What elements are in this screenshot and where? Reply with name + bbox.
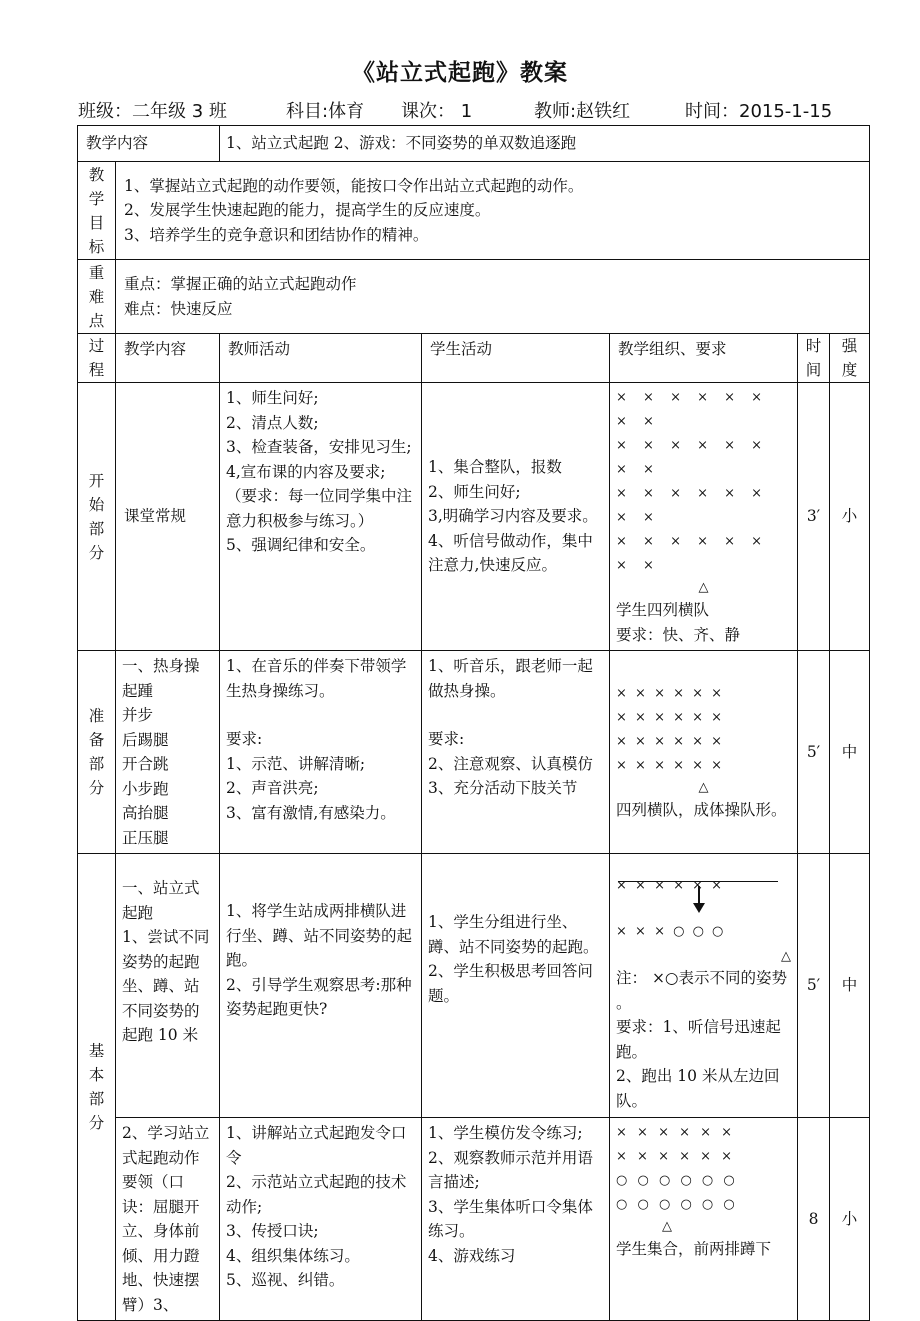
formation-row: × × × × × × (616, 1149, 736, 1164)
key-point-line: 难点：快速反应 (124, 299, 233, 318)
teacher-triangle: △ (662, 1219, 673, 1234)
start-teacher: 1、师生问好; 2、清点人数; 3、检查装备，安排见习生; 4,宣布课的内容及要求;（要求：每一位同学集中注意力积极参与练习。） 5、强调纪律和安全。 (220, 383, 422, 651)
header-row (78, 334, 870, 383)
teacher-triangle: △ (781, 949, 792, 964)
content-label: 教学内容 (78, 126, 220, 162)
formation-row: × × × × × × (616, 878, 725, 893)
start-phase: 开 始 部 分 (78, 383, 116, 651)
formation-row: × × × ○ ○ ○ (616, 924, 726, 939)
header-time: 时 间 (798, 334, 830, 383)
subject-label: 科目:体育 (286, 101, 365, 122)
basic2-student: 1、学生模仿发令练习; 2、观察教师示范并用语言描述; 3、学生集体听口令集体练习。 4、游戏练习 (422, 1118, 610, 1321)
goals-label: 教 学 目 标 (78, 162, 116, 260)
prep-row (78, 651, 870, 854)
formation-row: × × × × × × (616, 685, 725, 701)
basic2-content: 2、学习站立式起跑动作要领（口诀：屈腿开立、身体前倾、用力蹬地、快速摆臂）3、 (116, 1118, 220, 1321)
basic1-content: 一、站立式起跑 1、尝试不同姿势的起跑 坐、蹲、站不同姿势的起跑 10 米 (116, 854, 220, 1118)
start-time: 3′ (798, 383, 830, 651)
start-row (78, 383, 870, 651)
lesson-plan-table (77, 125, 870, 1321)
basic1-student: 1、学生分组进行坐、蹲、站不同姿势的起跑。 2、学生积极思考回答问题。 (422, 854, 610, 1118)
content-text: 1、站立式起跑 2、游戏：不同姿势的单双数追逐跑 (220, 126, 870, 162)
formation-row: × × × × × × × × (616, 438, 769, 477)
header-content: 教学内容 (116, 334, 220, 383)
formation-row: × × × × × × (616, 733, 725, 749)
prep-org: × × × × × × × × × × × × × × × × × × × × × × × × △ 四列横队，成体操队形。 (610, 651, 798, 854)
basic-phase: 基 本 部 分 (78, 854, 116, 1321)
key-point-line: 重点：掌握正确的站立式起跑动作 (124, 275, 357, 293)
header-student: 学生活动 (422, 334, 610, 383)
basic2-time: 8 (798, 1118, 830, 1321)
start-content: 课堂常规 (116, 383, 220, 651)
teacher-triangle: △ (698, 580, 709, 595)
teacher-triangle: △ (698, 779, 709, 795)
start-intensity: 小 (830, 383, 870, 651)
header-org: 教学组织、要求 (610, 334, 798, 383)
content-row (78, 126, 870, 162)
basic-row-2 (78, 1118, 870, 1321)
key-points-row (78, 260, 870, 334)
goal-line: 1、掌握站立式起跑的动作要领，能按口令作出站立式起跑的动作。 (124, 176, 584, 195)
formation-row: × × × × × × (616, 709, 725, 725)
date-label: 时间：2015-1-15 (685, 101, 833, 122)
key-points-text (116, 260, 870, 334)
key-points-label: 重 难 点 (78, 260, 116, 334)
basic2-org: × × × × × × × × × × × × ○ ○ ○ ○ ○ ○ ○ ○ ○ ○ ○ ○ △ 学生集合，前两排蹲下 (610, 1118, 798, 1321)
class-label: 班级：二年级 3 班 (78, 101, 227, 122)
prep-teacher: 1、在音乐的伴奏下带领学生热身操练习。 要求: 1、示范、讲解清晰; 2、声音洪亮; 3、富有激情,有感染力。 (220, 651, 422, 854)
header-teacher: 教师活动 (220, 334, 422, 383)
formation-row: × × × × × × (616, 1125, 736, 1140)
teacher-label: 教师:赵铁红 (534, 101, 631, 122)
goal-line: 2、发展学生快速起跑的能力，提高学生的反应速度。 (124, 201, 491, 220)
lesson-label: 课次： 1 (401, 101, 473, 122)
start-line (618, 881, 778, 882)
basic1-intensity: 中 (830, 854, 870, 1118)
formation-row: × × × × × × × × (616, 486, 769, 525)
goals-text (116, 162, 870, 260)
basic2-intensity: 小 (830, 1118, 870, 1321)
prep-phase: 准 备 部 分 (78, 651, 116, 854)
prep-student: 1、听音乐，跟老师一起做热身操。 要求: 2、注意观察、认真模仿 3、充分活动下肢关节 (422, 651, 610, 854)
prep-content: 一、热身操 起踵 并步 后踢腿 开合跳 小步跑 高抬腿 正压腿 (116, 651, 220, 854)
formation-row: × × × × × × (616, 757, 725, 773)
basic1-teacher: 1、将学生站成两排横队进行坐、蹲、站不同姿势的起跑。 2、引导学生观察思考:那种姿势起跑更快? (220, 854, 422, 1118)
start-org: × × × × × × × × × × × × × × × × × × × × × × × × × × × × × × × × △ 学生四列横队 要求：快、齐、静 (610, 383, 798, 651)
run-direction-arrowhead (693, 903, 705, 913)
formation-row: ○ ○ ○ ○ ○ ○ (616, 1173, 738, 1188)
goal-line: 3、培养学生的竞争意识和团结协作的精神。 (124, 225, 429, 244)
prep-time: 5′ (798, 651, 830, 854)
formation-row: × × × × × × × × (616, 534, 769, 573)
goals-row (78, 162, 870, 260)
basic-row-1 (78, 854, 870, 1118)
formation-row: ○ ○ ○ ○ ○ ○ (616, 1197, 738, 1212)
header-process: 过 程 (78, 334, 116, 383)
basic2-teacher: 1、讲解站立式起跑发令口令 2、示范站立式起跑的技术动作; 3、传授口诀; 4、组织集体练习。 5、巡视、纠错。 (220, 1118, 422, 1321)
page-title: 《站立式起跑》教案 (352, 60, 568, 86)
basic1-org: × × × × × × × × × ○ ○ ○ △ 注： ×○表示不同的姿势 。 要求：1、听信号迅速起跑。 2、跑出 10 米从左边回队。 (610, 854, 798, 1118)
formation-row: × × × × × × × × (616, 390, 769, 429)
header-intensity: 强 度 (830, 334, 870, 383)
start-student: 1、集合整队，报数 2、师生问好; 3,明确学习内容及要求。 4、听信号做动作，集中注意力,快速反应。 (422, 383, 610, 651)
basic1-time: 5′ (798, 854, 830, 1118)
prep-intensity: 中 (830, 651, 870, 854)
